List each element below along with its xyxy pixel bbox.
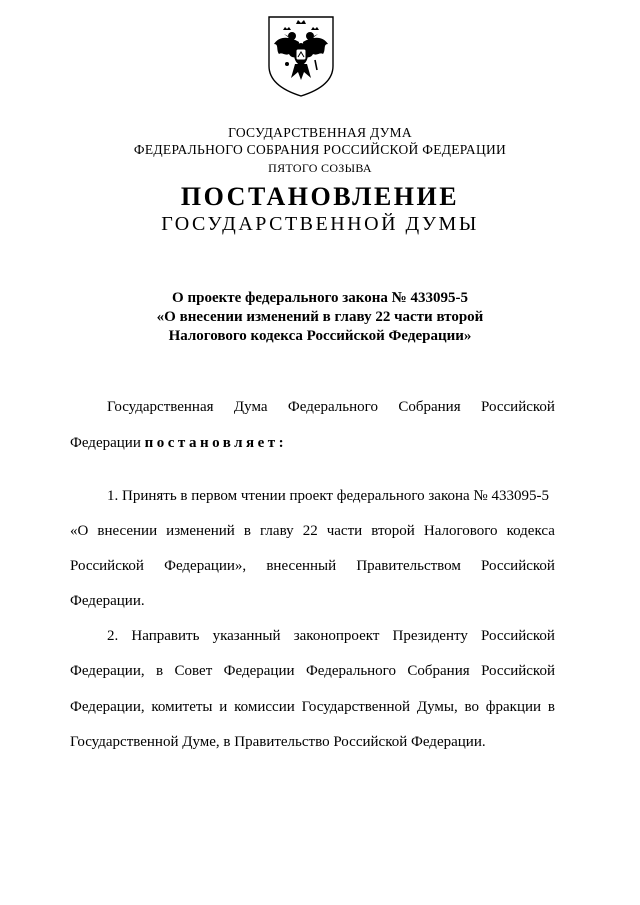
word: главу [260,523,294,539]
word: и [219,699,228,715]
word: в [156,663,164,679]
word: указанный [212,628,281,644]
subject-line-1: О проекте федерального закона № 433095-5 [172,290,468,306]
paragraph-2-line-3 [70,697,555,717]
coat-of-arms-icon [265,14,337,98]
word: Российской [481,399,555,415]
word: внесенный [266,558,337,574]
word: Российской [70,558,144,574]
word: Федерации, [70,699,145,715]
word: 2. [107,628,119,644]
convocation-line: ПЯТОГО СОЗЫВА [268,161,372,175]
word: Федерального [305,663,396,679]
org-name-line-2: ФЕДЕРАЛЬНОГО СОБРАНИЯ РОССИЙСКОЙ ФЕДЕРАЦИИ [133,142,507,157]
word: Собрания [398,399,461,415]
word: Совет [174,663,213,679]
word: комитеты [151,699,213,715]
word: Федерации», [164,558,247,574]
document-subtitle: ГОСУДАРСТВЕННОЙ ДУМЫ [161,213,479,235]
preamble-line-2 [70,433,287,453]
paragraph-1-line-2 [70,521,555,541]
paragraph-2-line-1 [107,626,555,646]
word: Федерального [287,399,378,415]
preamble-line-1 [107,397,555,417]
word: Российской [481,558,555,574]
paragraph-1-line-4: Федерации. [70,593,145,609]
word: Направить [131,628,200,644]
word: внесении [97,523,158,539]
paragraph-2-line-4: Государственной Думе, в Правительство Российской Федерации. [70,734,486,750]
word: Президенту [392,628,468,644]
word: комиссии [234,699,295,715]
paragraph-1-line-3 [70,556,555,576]
word: фракции [485,699,542,715]
word: в [547,699,555,715]
document-title: ПОСТАНОВЛЕНИЕ [180,182,460,211]
word: Государственная [107,399,214,415]
word: во [464,699,479,715]
word: Российской [481,628,555,644]
paragraph-1-line-1: 1. Принять в первом чтении проект федерального закона № 433095-5 [107,488,549,504]
word: части [326,523,363,539]
org-name-line-1: ГОСУДАРСТВЕННАЯ ДУМА [228,125,412,140]
word: Думы, [416,699,458,715]
paragraph-2-line-2 [70,661,555,681]
word: Государственной [301,699,411,715]
subject-line-3: Налогового кодекса Российской Федерации» [168,328,472,344]
word: Федерации [223,663,295,679]
word: Российской [481,663,555,679]
word: изменений [166,523,235,539]
word: в [243,523,251,539]
preamble-text: Федерации [70,435,141,451]
word: Правительством [356,558,461,574]
word: законопроект [293,628,380,644]
resolves-word: постановляет: [144,435,288,451]
word: кодекса [506,523,555,539]
word: «О [70,523,89,539]
word: второй [371,523,415,539]
word: Собрания [407,663,470,679]
word: Дума [233,399,268,415]
word: 22 [302,523,318,539]
word: Федерации, [70,663,145,679]
subject-line-2: «О внесении изменений в главу 22 части второй [156,309,484,325]
word: Налогового [423,523,498,539]
